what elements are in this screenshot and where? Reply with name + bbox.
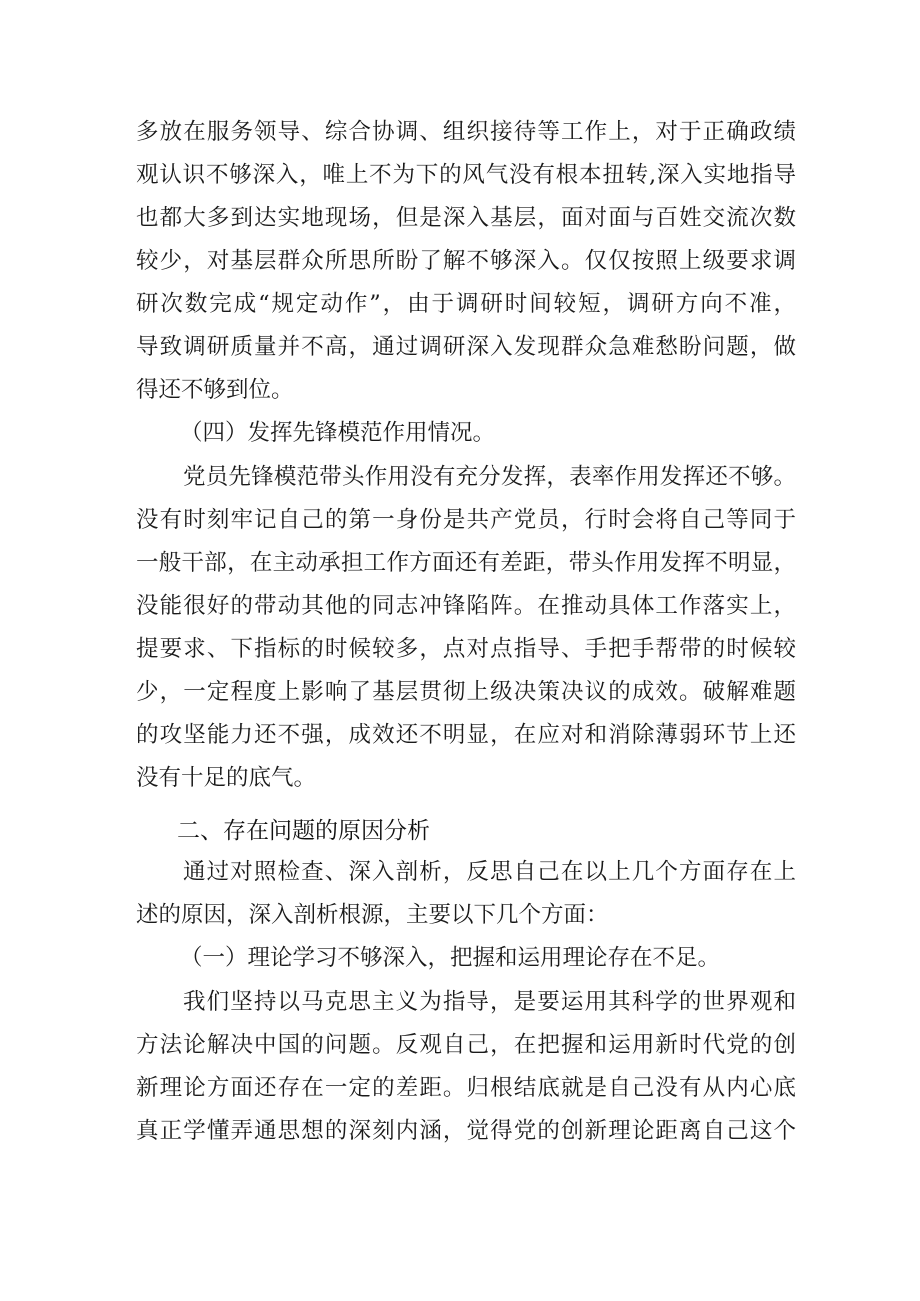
paragraph-line: 通过对照检查、深入剖析，反思自己在以上几个方面存在上: [183, 859, 796, 885]
paragraph-line: 述的原因，深入剖析根源，主要以下几个方面：: [136, 902, 609, 928]
paragraph-line: 没有十足的底气。: [136, 765, 317, 791]
paragraph-line: 研次数完成“规定动作”，由于调研时间较短，调研方向不准，: [136, 291, 796, 317]
paragraph-line: 也都大多到达实地现场，但是深入基层，面对面与百姓交流次数: [136, 205, 796, 231]
subheading-four: （四）发挥先锋模范作用情况。: [180, 420, 496, 446]
paragraph-line: 一般干部，在主动承担工作方面还有差距，带头作用发挥不明显，: [136, 550, 796, 576]
paragraph-line: 提要求、下指标的时候较多，点对点指导、手把手帮带的时候较: [136, 636, 796, 662]
paragraph-line: 较少，对基层群众所思所盼了解不够深入。仅仅按照上级要求调: [136, 248, 796, 274]
subheading-one: （一）理论学习不够深入，把握和运用理论存在不足。: [180, 945, 721, 971]
paragraph-line: 党员先锋模范带头作用没有充分发挥，表率作用发挥还不够。: [183, 464, 796, 490]
paragraph-line: 没有时刻牢记自己的第一身份是共产党员，行时会将自己等同于: [136, 507, 796, 533]
paragraph-line: 的攻坚能力还不强，成效还不明显，在应对和消除薄弱环节上还: [136, 722, 796, 748]
paragraph-line: 我们坚持以马克思主义为指导，是要运用其科学的世界观和: [183, 989, 796, 1015]
paragraph-line: 方法论解决中国的问题。反观自己，在把握和运用新时代党的创: [136, 1032, 796, 1058]
paragraph-line: 观认识不够深入，唯上不为下的风气没有根本扭转,深入实地指导: [136, 162, 796, 188]
section-heading: 二、存在问题的原因分析: [177, 818, 430, 844]
paragraph-line: 新理论方面还存在一定的差距。归根结底就是自己没有从内心底: [136, 1075, 796, 1101]
paragraph-line: 导致调研质量并不高，通过调研深入发现群众急难愁盼问题，做: [136, 334, 796, 360]
paragraph-line: 得还不够到位。: [136, 377, 294, 403]
paragraph-line: 多放在服务领导、综合协调、组织接待等工作上，对于正确政绩: [136, 119, 796, 145]
paragraph-line: 少，一定程度上影响了基层贯彻上级决策决议的成效。破解难题: [136, 679, 796, 705]
paragraph-line: 真正学懂弄通思想的深刻内涵，觉得党的创新理论距离自己这个: [136, 1118, 796, 1144]
paragraph-line: 没能很好的带动其他的同志冲锋陷阵。在推动具体工作落实上，: [136, 593, 796, 619]
